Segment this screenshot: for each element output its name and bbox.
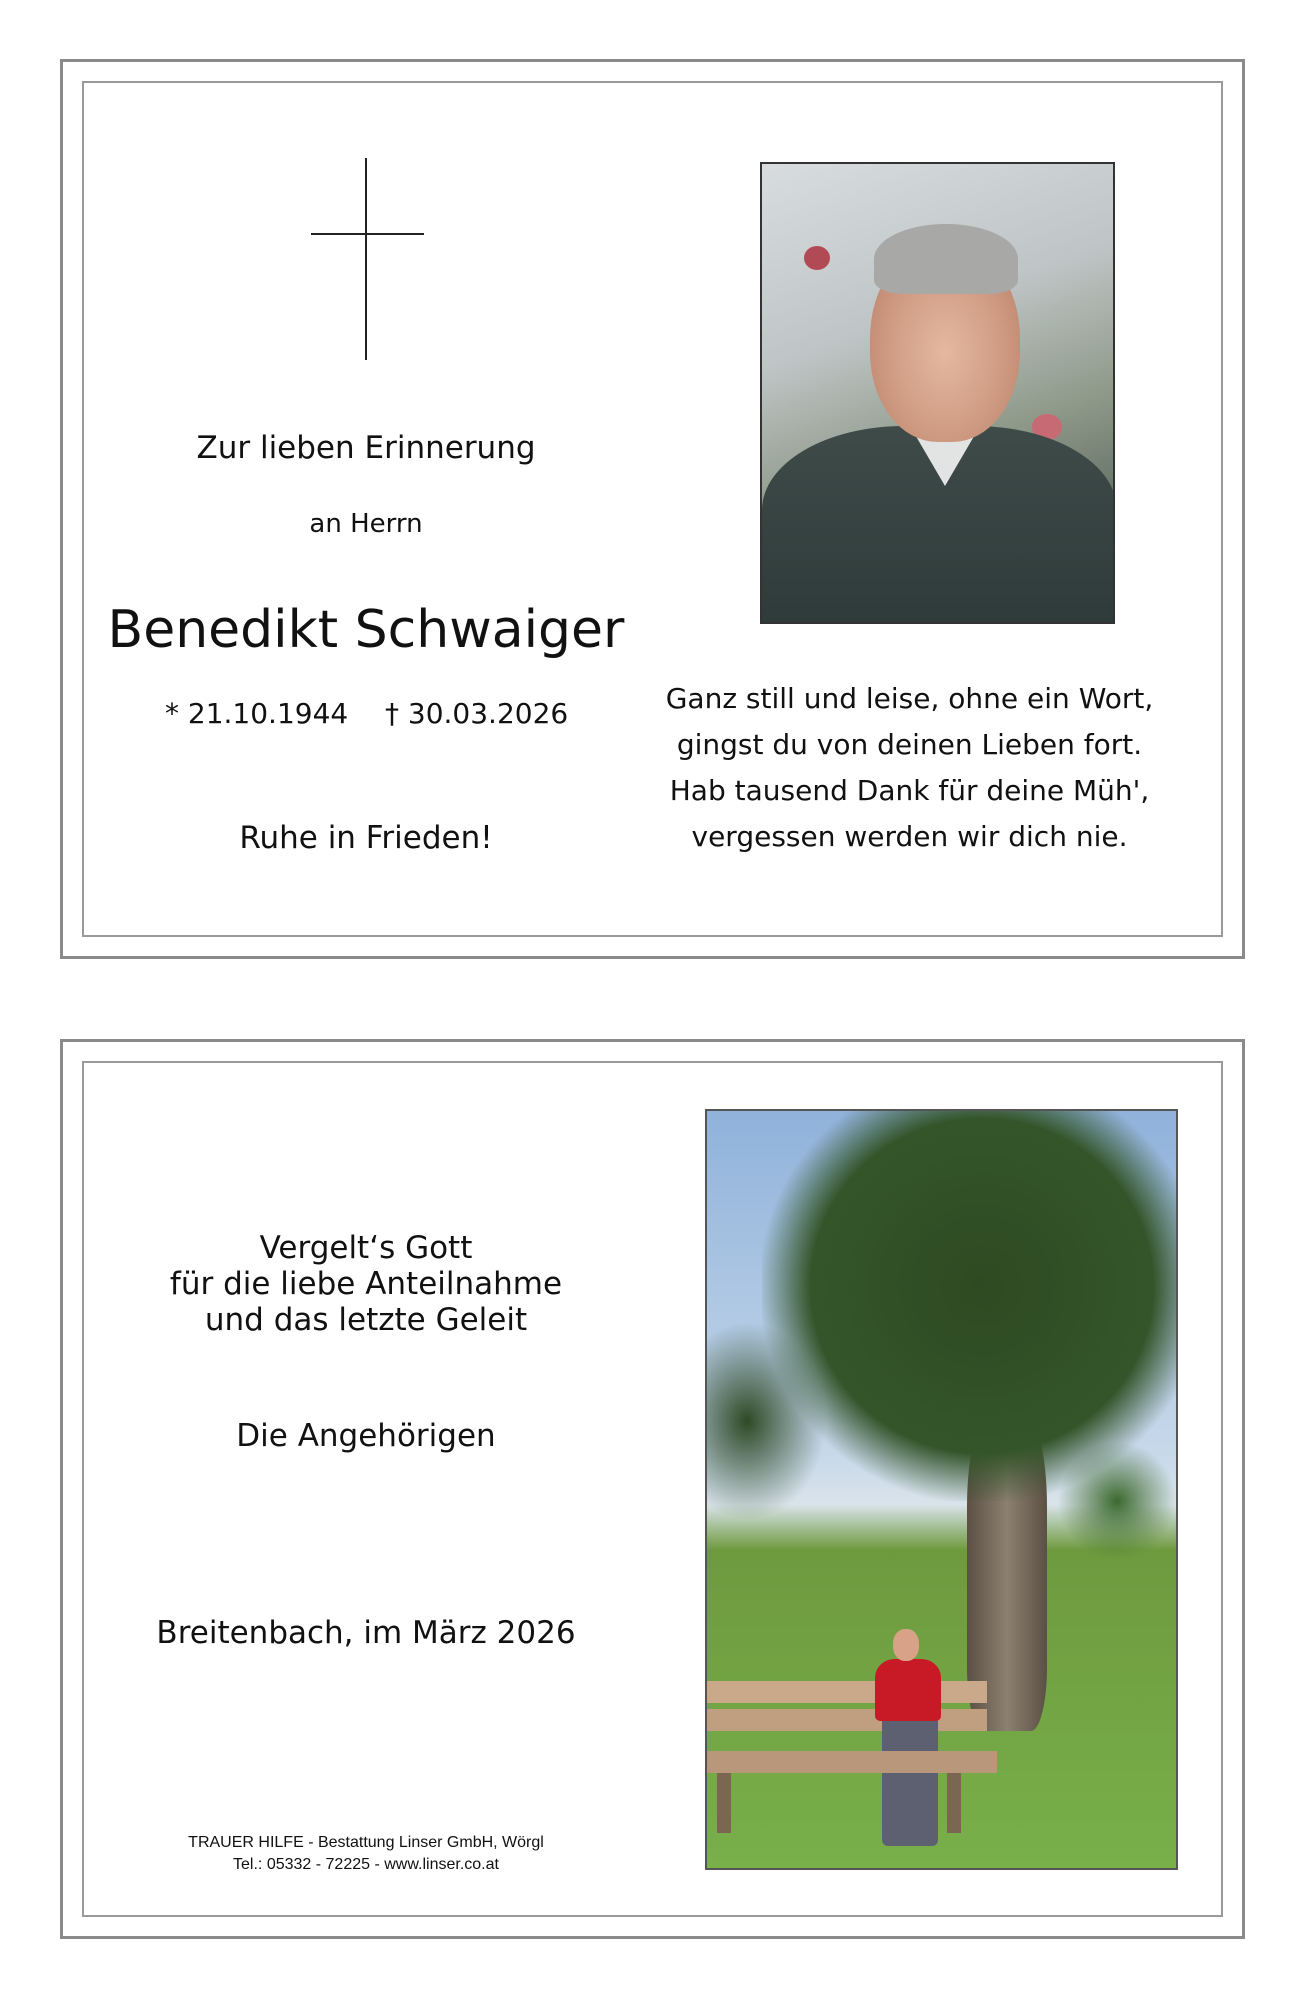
- bench-backrest: [707, 1709, 987, 1731]
- man-trousers: [882, 1716, 938, 1846]
- poem-line: gingst du von deinen Lieben fort.: [676, 728, 1143, 761]
- bench-leg: [947, 1773, 961, 1833]
- portrait-photo: [760, 162, 1115, 624]
- birth-date: * 21.10.1944: [165, 697, 349, 730]
- place-date: Breitenbach, im März 2026: [156, 1615, 576, 1651]
- flower-decoration: [804, 246, 830, 270]
- thanks-line: und das letzte Geleit: [204, 1302, 528, 1338]
- tree-canopy: [762, 1109, 1178, 1501]
- cross-icon: [365, 158, 367, 360]
- thanks-line: für die liebe Anteilnahme: [169, 1266, 563, 1302]
- family-signature: Die Angehörigen: [236, 1418, 496, 1454]
- thanks-line: Vergelt‘s Gott: [259, 1230, 473, 1266]
- cross-icon-bar: [311, 233, 424, 235]
- man-red-shirt: [875, 1659, 941, 1721]
- bench-seat: [707, 1751, 997, 1773]
- memorial-intro: Zur lieben Erinnerung: [196, 430, 536, 466]
- undertaker-contact: Tel.: 05332 - 72225 - www.linser.co.at: [233, 1856, 499, 1873]
- poem-line: Hab tausend Dank für deine Müh',: [669, 774, 1150, 807]
- farewell-text: Ruhe in Frieden!: [239, 820, 493, 856]
- salutation: an Herrn: [309, 509, 423, 539]
- bench-leg: [717, 1773, 731, 1833]
- bench-photo: [705, 1109, 1178, 1870]
- portrait-hair: [874, 224, 1018, 294]
- man-head: [893, 1629, 919, 1661]
- poem-line: vergessen werden wir dich nie.: [691, 820, 1128, 853]
- bench-backrest: [707, 1681, 987, 1703]
- death-date: † 30.03.2026: [385, 697, 569, 730]
- poem-line: Ganz still und leise, ohne ein Wort,: [665, 682, 1154, 715]
- undertaker-name: TRAUER HILFE - Bestattung Linser GmbH, Wörgl: [188, 1834, 544, 1851]
- deceased-name: Benedikt Schwaiger: [107, 600, 625, 660]
